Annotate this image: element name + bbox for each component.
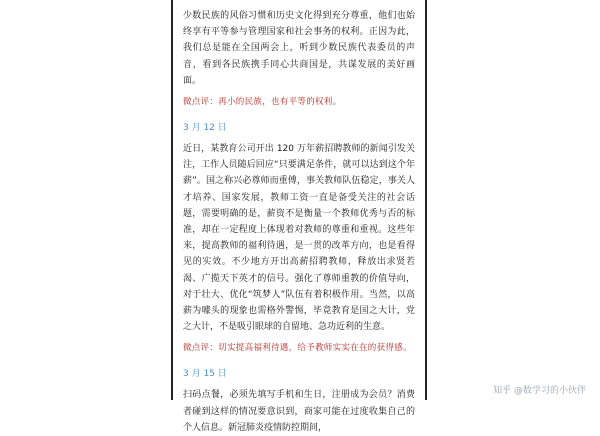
date-march-12: 3 月 12 日 [183,123,227,134]
watermark: 知乎 @数学习的小伙伴 [491,383,588,396]
comment-teacher-salary: 微点评：切实提高福利待遇，给予教师实实在在的获得感。 [183,343,412,354]
paragraph-scan-order: 扫码点餐，必须先填写手机和生日，注册成为会员？消费者碰到这样的情况要意识到，商家可能在过度收集自己的个人信息。新冠肺炎疫情防控期间， [183,390,415,433]
comment-minority: 微点评：再小的民族，也有平等的权利。 [183,97,342,108]
paragraph-minority: 少数民族的风俗习惯和历史文化得到充分尊重，他们也始终享有平等参与管理国家和社会事务的权利。正因为此，我们总是能在全国两会上，听到少数民族代表委员的声音，看到各民族携手同心共商国是，共谋发展的美好画面。 [183,11,415,86]
date-march-15: 3 月 15 日 [183,369,227,380]
paragraph-teacher-salary: 近日，某教育公司开出 120 万年薪招聘教师的新闻引发关注，工作人员随后回应“只要满足条件，就可以达到这个年薪”。国之称兴必尊师而重傅，事关教师队伍稳定，事关人才培养、国家发展，教师工资一直是备受关注的社会话题，需要明确的是，薪资不是衡量一个教师优秀与否的标准，却在一定程度上体现着对教师的尊重和重视。这些年来，提高教师的福利待遇，是一贯的改革方向，也是看得见的实效。不少地方开出高薪招聘教师，释放出求贤若渴、广揽天下英才的信号。强化了尊师重教的价值导向，对于壮大、优化“筑梦人”队伍有着积极作用。当然，以高薪为噱头的现象也需格外警惕，毕竟教育是国之大计，党之大计，不是吸引眼球的自留地、急功近利的生意。 [183,144,415,333]
document-page [171,0,427,433]
